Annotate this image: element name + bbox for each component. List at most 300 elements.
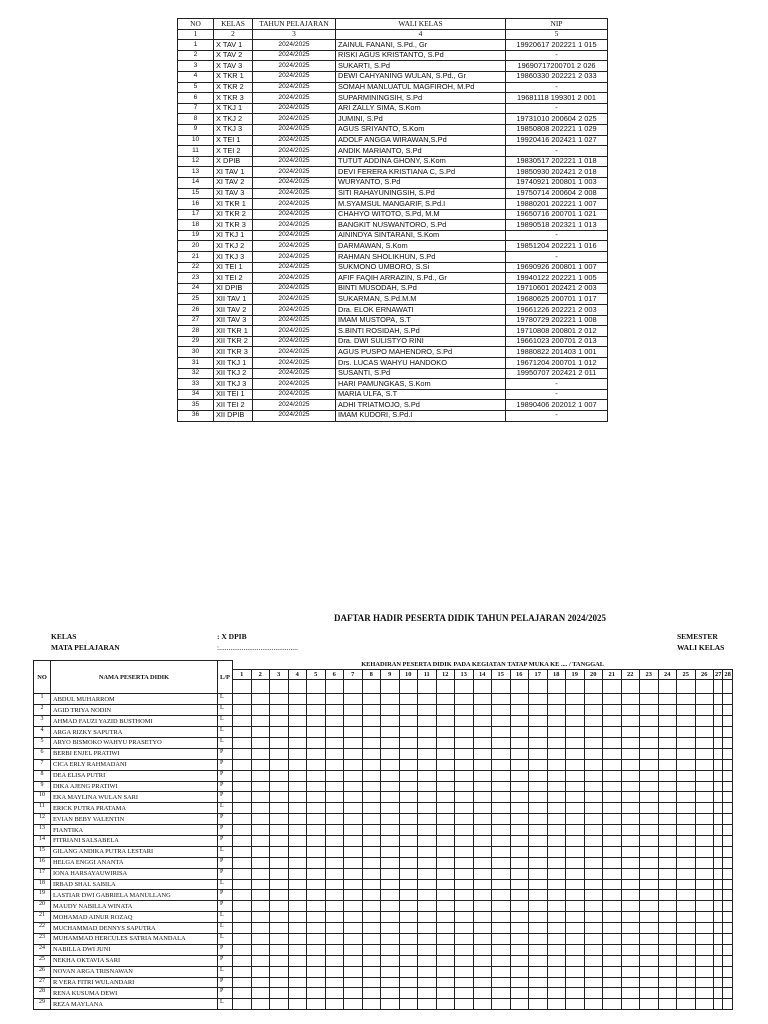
attendance-cell[interactable]	[547, 890, 566, 901]
attendance-cell[interactable]	[362, 846, 381, 857]
attendance-cell[interactable]	[325, 770, 344, 781]
attendance-cell[interactable]	[566, 803, 585, 814]
attendance-cell[interactable]	[344, 694, 363, 705]
attendance-cell[interactable]	[362, 814, 381, 825]
attendance-cell[interactable]	[621, 955, 640, 966]
attendance-cell[interactable]	[584, 835, 603, 846]
meeting-date-cell[interactable]	[362, 680, 381, 694]
attendance-cell[interactable]	[603, 912, 622, 923]
attendance-cell[interactable]	[658, 890, 677, 901]
attendance-cell[interactable]	[325, 835, 344, 846]
attendance-cell[interactable]	[584, 999, 603, 1010]
attendance-cell[interactable]	[566, 737, 585, 748]
attendance-cell[interactable]	[307, 705, 326, 716]
attendance-cell[interactable]	[362, 912, 381, 923]
attendance-cell[interactable]	[436, 999, 455, 1010]
meeting-date-cell[interactable]	[399, 680, 418, 694]
attendance-cell[interactable]	[399, 933, 418, 944]
attendance-cell[interactable]	[288, 966, 307, 977]
attendance-cell[interactable]	[307, 727, 326, 738]
attendance-cell[interactable]	[251, 912, 270, 923]
attendance-cell[interactable]	[603, 999, 622, 1010]
attendance-cell[interactable]	[251, 966, 270, 977]
attendance-cell[interactable]	[529, 890, 548, 901]
attendance-cell[interactable]	[455, 879, 474, 890]
attendance-cell[interactable]	[251, 716, 270, 727]
attendance-cell[interactable]	[723, 846, 732, 857]
attendance-cell[interactable]	[529, 999, 548, 1010]
attendance-cell[interactable]	[714, 999, 723, 1010]
attendance-cell[interactable]	[473, 857, 492, 868]
attendance-cell[interactable]	[723, 694, 732, 705]
attendance-cell[interactable]	[399, 737, 418, 748]
attendance-cell[interactable]	[723, 890, 732, 901]
attendance-cell[interactable]	[621, 716, 640, 727]
attendance-cell[interactable]	[566, 857, 585, 868]
attendance-cell[interactable]	[270, 737, 289, 748]
attendance-cell[interactable]	[677, 933, 696, 944]
attendance-cell[interactable]	[677, 944, 696, 955]
attendance-cell[interactable]	[270, 955, 289, 966]
attendance-cell[interactable]	[325, 737, 344, 748]
attendance-cell[interactable]	[621, 879, 640, 890]
attendance-cell[interactable]	[381, 879, 400, 890]
attendance-cell[interactable]	[714, 890, 723, 901]
attendance-cell[interactable]	[603, 857, 622, 868]
attendance-cell[interactable]	[547, 933, 566, 944]
attendance-cell[interactable]	[714, 737, 723, 748]
attendance-cell[interactable]	[529, 835, 548, 846]
attendance-cell[interactable]	[418, 727, 437, 738]
attendance-cell[interactable]	[362, 727, 381, 738]
attendance-cell[interactable]	[325, 923, 344, 934]
attendance-cell[interactable]	[529, 955, 548, 966]
attendance-cell[interactable]	[714, 694, 723, 705]
meeting-date-cell[interactable]	[695, 680, 714, 694]
attendance-cell[interactable]	[362, 792, 381, 803]
attendance-cell[interactable]	[270, 814, 289, 825]
attendance-cell[interactable]	[547, 792, 566, 803]
attendance-cell[interactable]	[640, 727, 659, 738]
attendance-cell[interactable]	[640, 857, 659, 868]
attendance-cell[interactable]	[344, 727, 363, 738]
attendance-cell[interactable]	[529, 879, 548, 890]
attendance-cell[interactable]	[288, 846, 307, 857]
attendance-cell[interactable]	[547, 879, 566, 890]
attendance-cell[interactable]	[233, 770, 252, 781]
attendance-cell[interactable]	[658, 944, 677, 955]
attendance-cell[interactable]	[381, 901, 400, 912]
meeting-date-cell[interactable]	[640, 680, 659, 694]
attendance-cell[interactable]	[723, 857, 732, 868]
attendance-cell[interactable]	[344, 988, 363, 999]
attendance-cell[interactable]	[473, 759, 492, 770]
attendance-cell[interactable]	[307, 868, 326, 879]
attendance-cell[interactable]	[547, 814, 566, 825]
attendance-cell[interactable]	[307, 999, 326, 1010]
attendance-cell[interactable]	[603, 835, 622, 846]
attendance-cell[interactable]	[677, 781, 696, 792]
meeting-date-cell[interactable]	[344, 680, 363, 694]
attendance-cell[interactable]	[270, 716, 289, 727]
attendance-cell[interactable]	[381, 977, 400, 988]
attendance-cell[interactable]	[251, 792, 270, 803]
attendance-cell[interactable]	[510, 944, 529, 955]
attendance-cell[interactable]	[344, 759, 363, 770]
attendance-cell[interactable]	[547, 694, 566, 705]
attendance-cell[interactable]	[344, 933, 363, 944]
attendance-cell[interactable]	[473, 705, 492, 716]
attendance-cell[interactable]	[677, 748, 696, 759]
attendance-cell[interactable]	[307, 933, 326, 944]
attendance-cell[interactable]	[325, 933, 344, 944]
attendance-cell[interactable]	[325, 694, 344, 705]
attendance-cell[interactable]	[566, 781, 585, 792]
attendance-cell[interactable]	[529, 814, 548, 825]
attendance-cell[interactable]	[233, 792, 252, 803]
attendance-cell[interactable]	[270, 977, 289, 988]
attendance-cell[interactable]	[399, 835, 418, 846]
attendance-cell[interactable]	[621, 814, 640, 825]
attendance-cell[interactable]	[344, 803, 363, 814]
attendance-cell[interactable]	[270, 748, 289, 759]
attendance-cell[interactable]	[344, 890, 363, 901]
attendance-cell[interactable]	[677, 814, 696, 825]
attendance-cell[interactable]	[233, 846, 252, 857]
attendance-cell[interactable]	[418, 792, 437, 803]
attendance-cell[interactable]	[695, 977, 714, 988]
attendance-cell[interactable]	[621, 803, 640, 814]
attendance-cell[interactable]	[584, 759, 603, 770]
attendance-cell[interactable]	[723, 901, 732, 912]
attendance-cell[interactable]	[621, 835, 640, 846]
attendance-cell[interactable]	[251, 923, 270, 934]
attendance-cell[interactable]	[399, 890, 418, 901]
attendance-cell[interactable]	[547, 988, 566, 999]
attendance-cell[interactable]	[473, 977, 492, 988]
attendance-cell[interactable]	[270, 999, 289, 1010]
attendance-cell[interactable]	[547, 999, 566, 1010]
attendance-cell[interactable]	[621, 966, 640, 977]
attendance-cell[interactable]	[723, 705, 732, 716]
attendance-cell[interactable]	[529, 792, 548, 803]
attendance-cell[interactable]	[714, 988, 723, 999]
attendance-cell[interactable]	[695, 781, 714, 792]
attendance-cell[interactable]	[473, 748, 492, 759]
attendance-cell[interactable]	[723, 814, 732, 825]
attendance-cell[interactable]	[510, 716, 529, 727]
attendance-cell[interactable]	[436, 716, 455, 727]
attendance-cell[interactable]	[344, 716, 363, 727]
attendance-cell[interactable]	[381, 770, 400, 781]
attendance-cell[interactable]	[492, 933, 511, 944]
attendance-cell[interactable]	[362, 857, 381, 868]
attendance-cell[interactable]	[640, 988, 659, 999]
attendance-cell[interactable]	[381, 890, 400, 901]
attendance-cell[interactable]	[677, 759, 696, 770]
attendance-cell[interactable]	[270, 846, 289, 857]
attendance-cell[interactable]	[381, 716, 400, 727]
attendance-cell[interactable]	[621, 868, 640, 879]
attendance-cell[interactable]	[621, 999, 640, 1010]
attendance-cell[interactable]	[603, 846, 622, 857]
attendance-cell[interactable]	[473, 846, 492, 857]
attendance-cell[interactable]	[566, 716, 585, 727]
attendance-cell[interactable]	[455, 716, 474, 727]
attendance-cell[interactable]	[307, 944, 326, 955]
attendance-cell[interactable]	[344, 912, 363, 923]
attendance-cell[interactable]	[288, 868, 307, 879]
attendance-cell[interactable]	[436, 814, 455, 825]
attendance-cell[interactable]	[603, 737, 622, 748]
attendance-cell[interactable]	[529, 988, 548, 999]
attendance-cell[interactable]	[307, 966, 326, 977]
attendance-cell[interactable]	[547, 977, 566, 988]
attendance-cell[interactable]	[566, 999, 585, 1010]
attendance-cell[interactable]	[307, 803, 326, 814]
attendance-cell[interactable]	[473, 879, 492, 890]
attendance-cell[interactable]	[621, 781, 640, 792]
attendance-cell[interactable]	[381, 912, 400, 923]
attendance-cell[interactable]	[658, 977, 677, 988]
attendance-cell[interactable]	[695, 835, 714, 846]
attendance-cell[interactable]	[344, 944, 363, 955]
attendance-cell[interactable]	[362, 825, 381, 836]
attendance-cell[interactable]	[344, 748, 363, 759]
attendance-cell[interactable]	[399, 727, 418, 738]
attendance-cell[interactable]	[233, 944, 252, 955]
attendance-cell[interactable]	[399, 966, 418, 977]
attendance-cell[interactable]	[603, 868, 622, 879]
attendance-cell[interactable]	[723, 944, 732, 955]
attendance-cell[interactable]	[714, 966, 723, 977]
attendance-cell[interactable]	[723, 835, 732, 846]
attendance-cell[interactable]	[473, 792, 492, 803]
attendance-cell[interactable]	[455, 781, 474, 792]
attendance-cell[interactable]	[510, 825, 529, 836]
attendance-cell[interactable]	[529, 748, 548, 759]
attendance-cell[interactable]	[529, 716, 548, 727]
attendance-cell[interactable]	[640, 868, 659, 879]
attendance-cell[interactable]	[436, 857, 455, 868]
meeting-date-cell[interactable]	[251, 680, 270, 694]
attendance-cell[interactable]	[714, 835, 723, 846]
attendance-cell[interactable]	[658, 857, 677, 868]
attendance-cell[interactable]	[418, 988, 437, 999]
attendance-cell[interactable]	[381, 781, 400, 792]
attendance-cell[interactable]	[381, 999, 400, 1010]
attendance-cell[interactable]	[455, 792, 474, 803]
attendance-cell[interactable]	[658, 966, 677, 977]
attendance-cell[interactable]	[399, 716, 418, 727]
attendance-cell[interactable]	[455, 966, 474, 977]
attendance-cell[interactable]	[344, 923, 363, 934]
attendance-cell[interactable]	[492, 868, 511, 879]
attendance-cell[interactable]	[566, 923, 585, 934]
meeting-date-cell[interactable]	[436, 680, 455, 694]
attendance-cell[interactable]	[381, 868, 400, 879]
attendance-cell[interactable]	[251, 835, 270, 846]
attendance-cell[interactable]	[455, 759, 474, 770]
attendance-cell[interactable]	[251, 999, 270, 1010]
attendance-cell[interactable]	[399, 759, 418, 770]
attendance-cell[interactable]	[270, 759, 289, 770]
attendance-cell[interactable]	[362, 705, 381, 716]
attendance-cell[interactable]	[695, 737, 714, 748]
attendance-cell[interactable]	[455, 835, 474, 846]
meeting-date-cell[interactable]	[233, 680, 252, 694]
attendance-cell[interactable]	[510, 737, 529, 748]
attendance-cell[interactable]	[640, 803, 659, 814]
attendance-cell[interactable]	[233, 901, 252, 912]
attendance-cell[interactable]	[418, 999, 437, 1010]
attendance-cell[interactable]	[362, 944, 381, 955]
attendance-cell[interactable]	[307, 835, 326, 846]
attendance-cell[interactable]	[621, 933, 640, 944]
attendance-cell[interactable]	[566, 912, 585, 923]
attendance-cell[interactable]	[529, 803, 548, 814]
attendance-cell[interactable]	[529, 759, 548, 770]
attendance-cell[interactable]	[381, 944, 400, 955]
attendance-cell[interactable]	[473, 901, 492, 912]
attendance-cell[interactable]	[288, 803, 307, 814]
attendance-cell[interactable]	[603, 792, 622, 803]
attendance-cell[interactable]	[251, 868, 270, 879]
attendance-cell[interactable]	[492, 705, 511, 716]
attendance-cell[interactable]	[584, 737, 603, 748]
attendance-cell[interactable]	[603, 814, 622, 825]
attendance-cell[interactable]	[288, 955, 307, 966]
attendance-cell[interactable]	[399, 857, 418, 868]
attendance-cell[interactable]	[529, 694, 548, 705]
attendance-cell[interactable]	[510, 868, 529, 879]
attendance-cell[interactable]	[233, 835, 252, 846]
attendance-cell[interactable]	[381, 857, 400, 868]
attendance-cell[interactable]	[418, 868, 437, 879]
attendance-cell[interactable]	[529, 868, 548, 879]
attendance-cell[interactable]	[510, 759, 529, 770]
attendance-cell[interactable]	[344, 814, 363, 825]
meeting-date-cell[interactable]	[677, 680, 696, 694]
attendance-cell[interactable]	[695, 988, 714, 999]
attendance-cell[interactable]	[233, 879, 252, 890]
attendance-cell[interactable]	[251, 727, 270, 738]
attendance-cell[interactable]	[436, 955, 455, 966]
meeting-date-cell[interactable]	[714, 680, 723, 694]
attendance-cell[interactable]	[510, 933, 529, 944]
attendance-cell[interactable]	[640, 879, 659, 890]
attendance-cell[interactable]	[381, 748, 400, 759]
attendance-cell[interactable]	[436, 694, 455, 705]
attendance-cell[interactable]	[251, 955, 270, 966]
attendance-cell[interactable]	[233, 705, 252, 716]
attendance-cell[interactable]	[695, 825, 714, 836]
attendance-cell[interactable]	[658, 737, 677, 748]
attendance-cell[interactable]	[473, 912, 492, 923]
attendance-cell[interactable]	[723, 748, 732, 759]
attendance-cell[interactable]	[473, 770, 492, 781]
attendance-cell[interactable]	[714, 923, 723, 934]
attendance-cell[interactable]	[677, 868, 696, 879]
attendance-cell[interactable]	[325, 727, 344, 738]
attendance-cell[interactable]	[714, 759, 723, 770]
attendance-cell[interactable]	[723, 977, 732, 988]
attendance-cell[interactable]	[640, 814, 659, 825]
attendance-cell[interactable]	[233, 933, 252, 944]
attendance-cell[interactable]	[381, 792, 400, 803]
attendance-cell[interactable]	[584, 803, 603, 814]
attendance-cell[interactable]	[418, 759, 437, 770]
attendance-cell[interactable]	[723, 923, 732, 934]
attendance-cell[interactable]	[677, 999, 696, 1010]
attendance-cell[interactable]	[344, 879, 363, 890]
attendance-cell[interactable]	[455, 803, 474, 814]
attendance-cell[interactable]	[723, 825, 732, 836]
attendance-cell[interactable]	[270, 857, 289, 868]
attendance-cell[interactable]	[658, 923, 677, 934]
attendance-cell[interactable]	[418, 737, 437, 748]
attendance-cell[interactable]	[603, 977, 622, 988]
meeting-date-cell[interactable]	[529, 680, 548, 694]
attendance-cell[interactable]	[436, 835, 455, 846]
attendance-cell[interactable]	[381, 694, 400, 705]
attendance-cell[interactable]	[418, 716, 437, 727]
attendance-cell[interactable]	[251, 977, 270, 988]
attendance-cell[interactable]	[547, 912, 566, 923]
attendance-cell[interactable]	[436, 988, 455, 999]
attendance-cell[interactable]	[640, 977, 659, 988]
attendance-cell[interactable]	[325, 814, 344, 825]
attendance-cell[interactable]	[714, 868, 723, 879]
attendance-cell[interactable]	[418, 770, 437, 781]
attendance-cell[interactable]	[381, 933, 400, 944]
attendance-cell[interactable]	[362, 803, 381, 814]
attendance-cell[interactable]	[695, 955, 714, 966]
attendance-cell[interactable]	[677, 835, 696, 846]
attendance-cell[interactable]	[566, 759, 585, 770]
attendance-cell[interactable]	[436, 966, 455, 977]
attendance-cell[interactable]	[270, 835, 289, 846]
attendance-cell[interactable]	[640, 737, 659, 748]
attendance-cell[interactable]	[307, 814, 326, 825]
attendance-cell[interactable]	[270, 694, 289, 705]
attendance-cell[interactable]	[566, 727, 585, 738]
attendance-cell[interactable]	[307, 857, 326, 868]
attendance-cell[interactable]	[455, 814, 474, 825]
attendance-cell[interactable]	[399, 748, 418, 759]
attendance-cell[interactable]	[621, 705, 640, 716]
attendance-cell[interactable]	[362, 716, 381, 727]
attendance-cell[interactable]	[492, 901, 511, 912]
attendance-cell[interactable]	[325, 792, 344, 803]
attendance-cell[interactable]	[270, 705, 289, 716]
attendance-cell[interactable]	[288, 705, 307, 716]
attendance-cell[interactable]	[492, 792, 511, 803]
attendance-cell[interactable]	[492, 923, 511, 934]
attendance-cell[interactable]	[251, 825, 270, 836]
attendance-cell[interactable]	[640, 890, 659, 901]
attendance-cell[interactable]	[640, 694, 659, 705]
attendance-cell[interactable]	[492, 770, 511, 781]
attendance-cell[interactable]	[362, 988, 381, 999]
attendance-cell[interactable]	[418, 901, 437, 912]
attendance-cell[interactable]	[399, 803, 418, 814]
attendance-cell[interactable]	[603, 966, 622, 977]
attendance-cell[interactable]	[714, 814, 723, 825]
attendance-cell[interactable]	[640, 901, 659, 912]
attendance-cell[interactable]	[677, 803, 696, 814]
attendance-cell[interactable]	[723, 933, 732, 944]
